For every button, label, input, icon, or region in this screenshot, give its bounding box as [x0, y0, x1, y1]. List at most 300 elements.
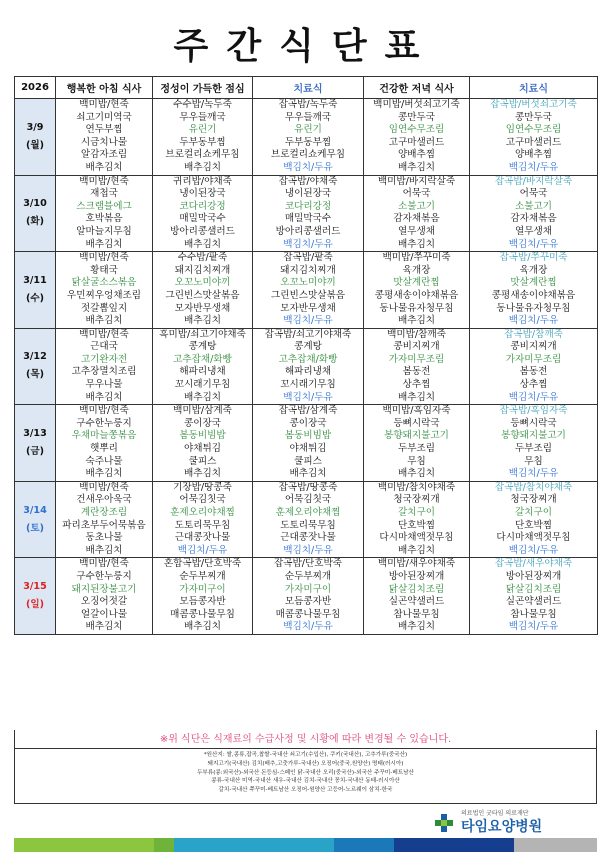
menu-item: 배추김치 — [85, 621, 123, 633]
menu-item: 냉이된장국 — [179, 188, 226, 200]
menu-item: 배추김치 — [85, 161, 123, 173]
menu-item: 무우들깨국 — [179, 111, 226, 123]
menu-item: 배추김치 — [397, 391, 436, 403]
page-title: 주간식단표 — [173, 26, 438, 67]
menu-item: 어묵김칫국 — [284, 494, 332, 506]
menu-item: 다시마채액젓무침 — [496, 532, 571, 544]
meal-cell — [253, 405, 364, 482]
meal-cell — [56, 558, 153, 635]
menu-item: 배추김치 — [85, 238, 123, 250]
menu-item: 알감자조림 — [80, 149, 128, 161]
menu-item: 고추잡채/화빵 — [278, 353, 338, 365]
menu-item: 매콤콩나물무침 — [275, 608, 341, 620]
menu-item: 백미밥/현죽 — [79, 558, 129, 570]
menu-item: 배추김치 — [85, 468, 123, 480]
day-date: 3/14 — [23, 504, 47, 516]
menu-item: 봉향돼지불고기 — [384, 430, 449, 442]
menu-item: 백미밥/새우야채죽 — [377, 558, 456, 570]
menu-item: 우민찌우엉채조림 — [66, 289, 142, 301]
menu-item: 콩비지찌개 — [393, 341, 440, 353]
menu-item: 배추김치 — [183, 161, 222, 173]
meal-cell — [364, 328, 470, 405]
color-bar-segment — [14, 838, 154, 852]
menu-item: 혼합곡밥/단호박죽 — [163, 558, 242, 570]
menu-item: 모듬콩자반 — [284, 596, 332, 608]
menu-item: 야채튀김 — [183, 443, 222, 455]
day-of-week: (금) — [25, 446, 45, 458]
color-bar-segment — [394, 838, 514, 852]
menu-item: 꼬시래기무침 — [174, 379, 231, 391]
table-header-row — [15, 77, 598, 99]
meal-cell — [364, 405, 470, 482]
menu-item: 잡곡밥/쭈꾸미죽 — [499, 252, 568, 264]
medical-cross-icon — [435, 814, 453, 832]
menu-item: 매밀막국수 — [179, 213, 226, 225]
menu-item: 배추김치 — [183, 621, 222, 633]
menu-item: 열무생채 — [397, 225, 436, 237]
menu-item: 브로컬리쇼케무침 — [270, 149, 346, 161]
day-cell — [15, 481, 56, 558]
menu-item: 백미밥/현죽 — [79, 252, 129, 264]
menu-item: 코다리강정 — [179, 200, 226, 212]
menu-item: 배추김치 — [289, 468, 327, 480]
menu-item: 배추김치 — [397, 238, 436, 250]
menu-item: 무우나물 — [85, 379, 123, 391]
menu-item: 가자미구이 — [284, 583, 332, 595]
menu-item: 상추찜 — [519, 379, 548, 391]
meal-cell — [364, 481, 470, 558]
meal-cell — [253, 481, 364, 558]
menu-item: 육개장 — [519, 264, 548, 276]
menu-item: 숙주나물 — [85, 455, 123, 467]
day-of-week: (목) — [25, 369, 45, 381]
color-bar-segment — [514, 838, 597, 852]
menu-item: 봉향돼지불고기 — [501, 430, 566, 442]
day-cell — [15, 405, 56, 482]
menu-item: 콩계탕 — [294, 341, 322, 353]
menu-item: 배추김치 — [183, 238, 222, 250]
menu-item: 청국장찌개 — [393, 494, 440, 506]
menu-item: 백김치/두유 — [283, 391, 333, 403]
menu-item: 근대국 — [90, 341, 118, 353]
menu-item: 두부동부찜 — [179, 136, 226, 148]
menu-item: 맛살계란찜 — [510, 277, 557, 289]
meal-cell — [470, 175, 598, 252]
menu-item: 햇뿌리 — [90, 443, 118, 455]
menu-item: 유린기 — [294, 124, 322, 136]
menu-item: 백미밥/버섯쇠고기죽 — [373, 99, 460, 110]
menu-item: 흑미밥/쇠고기야채죽 — [159, 328, 246, 340]
menu-item: 오꼬노미야끼 — [280, 277, 336, 289]
table-row — [15, 481, 598, 558]
menu-item: 돼지김치찌개 — [174, 264, 231, 276]
meal-cell — [56, 252, 153, 329]
meal-cell — [153, 405, 253, 482]
menu-item: 근대콩잣나물 — [174, 532, 231, 544]
menu-item: 등뼈시락국 — [510, 417, 557, 429]
menu-item: 고구마샐러드 — [388, 136, 445, 148]
menu-item: 봄동비빔밥 — [284, 430, 332, 442]
meal-cell — [153, 175, 253, 252]
origin-line: 두부류(콩:외국산)-외국산 돈등심-스페인 닭-국내산 오리(중국산)-외국산 주꾸미-베트남산 — [197, 769, 414, 776]
header-healing-dinner: 치료식 — [470, 77, 598, 99]
menu-item: 쿨피스 — [294, 455, 322, 467]
day-cell — [15, 558, 56, 635]
menu-item: 근대콩잣나물 — [280, 532, 336, 544]
menu-item: 단호박찜 — [397, 519, 436, 531]
table-row — [15, 175, 598, 252]
menu-item: 백김치/두유 — [283, 315, 333, 327]
menu-item: 배추김치 — [183, 468, 222, 480]
menu-item: 봄동비빔밥 — [179, 430, 226, 442]
meal-cell — [153, 558, 253, 635]
meal-cell — [153, 481, 253, 558]
menu-item: 콩비지찌개 — [510, 341, 557, 353]
day-date: 3/12 — [23, 351, 47, 363]
color-bar-segment — [154, 838, 174, 852]
menu-item: 시금치나물 — [80, 136, 128, 148]
menu-item: 수수밥/팥죽 — [177, 252, 228, 264]
menu-item: 호박볶음 — [85, 213, 123, 225]
day-date: 3/9 — [26, 121, 44, 133]
menu-item: 잡곡밥/흑임자죽 — [499, 405, 568, 417]
menu-item: 고구마샐러드 — [505, 136, 562, 148]
menu-item: 양배추찜 — [514, 149, 553, 161]
menu-item: 오징어젓갈 — [80, 596, 128, 608]
origin-line: 갈치-국내산 쭈꾸미-베트남산 오징어-원양산 고등어-노르웨이 삼치-한국 — [218, 787, 393, 794]
menu-item: 기장밥/땅콩죽 — [173, 481, 232, 493]
origin-line: 돼지고기(국내산) 김치(배추,고춧가루-국내산) 오징어(중국,원양산) 명태(러시아) — [207, 760, 404, 767]
menu-item: 유린기 — [188, 124, 217, 136]
menu-item: 우채마늘쫑볶음 — [71, 430, 137, 442]
menu-item: 잡곡밥/새우야채죽 — [494, 558, 573, 570]
day-date: 3/13 — [23, 428, 47, 440]
menu-item: 고추장멸치조림 — [71, 366, 137, 378]
menu-item: 콩이장국 — [289, 417, 327, 429]
menu-item: 잡곡밥/땅콩죽 — [278, 481, 338, 493]
header-healing-lunch: 치료식 — [253, 77, 364, 99]
menu-item: 잡곡밥/야채죽 — [278, 175, 338, 187]
meal-cell — [253, 558, 364, 635]
header-dinner: 건강한 저녁 식사 — [364, 77, 470, 99]
meal-cell — [470, 328, 598, 405]
menu-item: 잡곡밥/단호박죽 — [273, 558, 343, 570]
menu-item: 백김치/두유 — [283, 621, 333, 633]
menu-item: 갈치구이 — [514, 507, 553, 518]
menu-item: 배추김치 — [183, 315, 222, 327]
menu-item: 잡곡밥/팥죽 — [283, 252, 333, 264]
menu-item: 배추김치 — [85, 544, 123, 556]
menu-item: 방아된장찌개 — [388, 570, 445, 582]
menu-item: 다시마채액젓무침 — [379, 532, 454, 544]
menu-item: 백김치/두유 — [508, 544, 559, 556]
meal-cell — [470, 481, 598, 558]
meal-cell — [253, 99, 364, 176]
menu-item: 파리초부두어묵볶음 — [62, 519, 146, 531]
menu-item: 훈제오리야채찜 — [170, 507, 235, 518]
menu-item: 수수밥/녹두죽 — [173, 99, 232, 110]
menu-item: 방아리콩샐러드 — [275, 225, 341, 237]
menu-item: 모듬콩자반 — [179, 596, 226, 608]
menu-item: 청국장찌개 — [510, 494, 557, 506]
menu-item: 무침 — [407, 455, 426, 467]
hospital-name: 타임요양병원 — [461, 819, 543, 835]
foundation-name: 의료법인 굿타임 의료재단 — [461, 810, 529, 817]
meal-cell — [56, 99, 153, 176]
meal-cell — [56, 481, 153, 558]
menu-item: 잡곡밥/바지락살죽 — [494, 175, 573, 187]
day-date: 3/11 — [23, 274, 47, 286]
menu-item: 훈제오리야채찜 — [275, 507, 341, 518]
menu-item: 해파리냉채 — [284, 366, 332, 378]
menu-item: 백미밥/참깨죽 — [387, 328, 446, 340]
menu-item: 봄동전 — [519, 366, 548, 378]
menu-item: 두부조림 — [514, 443, 553, 455]
menu-item: 무침 — [524, 455, 543, 467]
menu-item: 구수한누룽지 — [76, 570, 132, 582]
menu-item: 배추김치 — [85, 315, 123, 327]
menu-item: 어묵국 — [519, 188, 548, 200]
menu-item: 브로컬리쇼케무침 — [165, 149, 240, 161]
origin-info — [14, 749, 597, 804]
menu-item: 백미밥/현죽 — [79, 481, 129, 493]
menu-item: 그린빈스맛살볶음 — [270, 289, 346, 301]
hospital-logo — [435, 808, 585, 836]
decorative-color-bar — [14, 838, 597, 852]
menu-item: 야채튀김 — [289, 443, 327, 455]
origin-line: 콩류-국내산 미역-국내산 새우-국내산 김치-국내산 꽁치-국내산 동태-러시아산 — [211, 778, 400, 785]
meal-cell — [253, 252, 364, 329]
day-cell — [15, 328, 56, 405]
menu-item: 배추김치 — [397, 544, 436, 556]
table-row — [15, 252, 598, 329]
header-lunch: 정성이 가득한 점심 — [153, 77, 253, 99]
menu-item: 육개장 — [402, 264, 431, 276]
menu-item: 동초나물 — [85, 532, 123, 544]
table-row — [15, 405, 598, 482]
menu-item: 참나물무침 — [393, 608, 440, 620]
menu-item: 매콤콩나물무침 — [170, 608, 235, 620]
day-of-week: (일) — [25, 599, 45, 611]
menu-item: 어묵김칫국 — [179, 494, 226, 506]
menu-item: 백김치/두유 — [283, 161, 333, 173]
menu-item: 봄동전 — [402, 366, 431, 378]
menu-item: 백김치/두유 — [283, 544, 333, 556]
menu-item: 임연수무조림 — [505, 124, 562, 136]
menu-item: 닭살김치조림 — [505, 583, 562, 595]
meal-cell — [153, 252, 253, 329]
meal-cell — [470, 405, 598, 482]
menu-item: 잡곡밥/삼계죽 — [278, 405, 338, 417]
menu-item: 백김치/두유 — [508, 391, 559, 403]
day-date: 3/15 — [23, 581, 47, 593]
menu-item: 잡곡밥/쇠고기야채죽 — [264, 328, 352, 340]
header-year: 2026 — [15, 77, 56, 99]
menu-item: 모자반무생채 — [280, 302, 336, 314]
menu-item: 돼지된장불고기 — [71, 583, 137, 595]
origin-line: *원산지: 쌀,콩류,잡곡,찹쌀-국내산 쇠고기(수입산), 쿠키(국내산), 고추가루(중국산) — [203, 752, 408, 758]
menu-item: 백김치/두유 — [177, 544, 228, 556]
menu-item: 젓갈뽑잎지 — [80, 302, 128, 314]
menu-item: 백미밥/바지락살죽 — [377, 175, 456, 187]
menu-item: 잡곡밥/녹두죽 — [278, 99, 338, 110]
menu-item: 무우들깨국 — [284, 111, 332, 123]
menu-item: 황태국 — [90, 264, 118, 276]
menu-item: 얼갈이나물 — [80, 608, 128, 620]
menu-item: 닭살굴소스볶음 — [71, 277, 137, 289]
menu-item: 쿨피스 — [188, 455, 217, 467]
menu-item: 배추김치 — [397, 468, 436, 480]
menu-item: 소불고기 — [514, 200, 553, 212]
menu-item: 열무생채 — [514, 225, 553, 237]
menu-item: 감자채볶음 — [510, 213, 557, 225]
menu-item: 방아된장찌개 — [505, 570, 562, 582]
menu-item: 양배추찜 — [397, 149, 436, 161]
menu-item: 두부동부찜 — [284, 136, 332, 148]
menu-item: 콩만두국 — [397, 111, 436, 123]
table-row — [15, 99, 598, 176]
menu-item: 두부조림 — [397, 443, 436, 455]
meal-cell — [56, 405, 153, 482]
menu-item: 실곤약샐러드 — [388, 596, 445, 608]
day-of-week: (수) — [25, 292, 45, 304]
menu-item: 쇠고기미역국 — [76, 111, 132, 123]
menu-item: 모자반무생채 — [174, 302, 231, 314]
menu-item: 갈치구이 — [397, 507, 436, 518]
menu-item: 참나물무침 — [510, 608, 557, 620]
menu-item: 매밀막국수 — [284, 213, 332, 225]
menu-item: 백김치/두유 — [508, 468, 559, 480]
menu-item: 백미밥/현죽 — [79, 328, 129, 340]
menu-item: 순두부찌개 — [179, 570, 226, 582]
color-bar-segment — [174, 838, 334, 852]
menu-item: 맛살계란찜 — [393, 277, 440, 289]
menu-item: 백김치/두유 — [508, 315, 559, 327]
menu-item: 단호박찜 — [514, 519, 553, 531]
menu-item: 동나물유자청무침 — [379, 302, 454, 314]
day-cell — [15, 252, 56, 329]
menu-item: 도토리묵무침 — [174, 519, 231, 531]
menu-item: 그린빈스맛살볶음 — [165, 289, 240, 301]
menu-item: 스크램블에그 — [76, 200, 132, 212]
day-cell — [15, 99, 56, 176]
menu-item: 순두부찌개 — [284, 570, 332, 582]
meal-cell — [364, 99, 470, 176]
menu-item: 꼬시래기무침 — [280, 379, 336, 391]
change-notice: ※위 식단은 식재료의 수급사정 및 시황에 따라 변경될 수 있습니다. — [14, 730, 597, 749]
meal-cell — [253, 328, 364, 405]
menu-item: 상추찜 — [402, 379, 431, 391]
menu-item: 동나물유자청무침 — [496, 302, 571, 314]
day-of-week: (화) — [25, 216, 45, 228]
header-breakfast: 행복한 아침 식사 — [56, 77, 153, 99]
menu-item: 백김치/두유 — [508, 621, 559, 633]
meal-cell — [153, 328, 253, 405]
meal-cell — [56, 175, 153, 252]
menu-item: 소불고기 — [397, 200, 436, 212]
menu-item: 백미밥/흑임자죽 — [382, 405, 451, 417]
menu-item: 재첩국 — [90, 188, 118, 200]
meal-cell — [253, 175, 364, 252]
menu-item: 백미밥/현죽 — [79, 99, 129, 110]
menu-item: 고기완자전 — [80, 353, 128, 365]
menu-item: 코다리강정 — [284, 200, 332, 212]
menu-item: 냉이된장국 — [284, 188, 332, 200]
table-row — [15, 558, 598, 635]
menu-item: 계란장조림 — [80, 507, 128, 518]
menu-item: 방아리콩샐러드 — [170, 225, 235, 237]
day-of-week: (월) — [25, 139, 45, 151]
day-of-week: (토) — [25, 522, 45, 534]
menu-item: 백미밥/삼계죽 — [173, 405, 232, 417]
menu-item: 백김치/두유 — [283, 238, 333, 250]
table-row — [15, 328, 598, 405]
menu-item: 배추김치 — [397, 161, 436, 173]
menu-item: 배추김치 — [397, 621, 436, 633]
menu-item: 구수한누룽지 — [76, 417, 132, 429]
menu-item: 도토리묵무침 — [280, 519, 336, 531]
menu-item: 잡곡밥/참치야채죽 — [494, 481, 573, 493]
meal-cell — [364, 558, 470, 635]
meal-cell — [470, 252, 598, 329]
menu-item: 고추잡채/화빵 — [173, 353, 232, 365]
menu-item: 연두부찜 — [85, 124, 123, 136]
menu-item: 어묵국 — [402, 188, 431, 200]
menu-item: 잡곡밥/참깨죽 — [504, 328, 563, 340]
menu-item: 귀리밥/야채죽 — [173, 175, 232, 187]
menu-item: 백미밥/현죽 — [79, 405, 129, 417]
menu-item: 감자채볶음 — [393, 213, 440, 225]
menu-item: 백김치/두유 — [508, 161, 559, 173]
meal-cell — [470, 99, 598, 176]
menu-item: 백미밥/쭈꾸미죽 — [382, 252, 451, 264]
menu-item: 가자미무조림 — [505, 353, 562, 365]
menu-item: 콩이장국 — [183, 417, 222, 429]
weekly-menu-table — [14, 76, 598, 635]
menu-item: 알마늘지무침 — [76, 225, 132, 237]
menu-item: 임연수무조림 — [388, 124, 445, 136]
menu-item: 백김치/두유 — [508, 238, 559, 250]
menu-item: 백미밥/참치야채죽 — [377, 481, 456, 493]
menu-item: 콩평새송이야채볶음 — [374, 289, 459, 301]
color-bar-segment — [334, 838, 394, 852]
menu-item: 등뼈시락국 — [393, 417, 440, 429]
meal-cell — [56, 328, 153, 405]
meal-cell — [153, 99, 253, 176]
menu-item: 배추김치 — [85, 391, 123, 403]
menu-item: 가자미구이 — [179, 583, 226, 595]
menu-item: 잡곡밥/버섯쇠고기죽 — [490, 99, 577, 110]
menu-item: 건새우아욱국 — [76, 494, 132, 506]
menu-item: 닭살김치조림 — [388, 583, 445, 595]
day-date: 3/10 — [23, 198, 47, 210]
menu-item: 배추김치 — [183, 391, 222, 403]
menu-item: 콩만두국 — [514, 111, 553, 123]
menu-item: 백미밥/현죽 — [79, 175, 129, 187]
menu-item: 콩평새송이야채볶음 — [491, 289, 576, 301]
meal-cell — [364, 252, 470, 329]
meal-cell — [364, 175, 470, 252]
menu-item: 오꼬노미야끼 — [174, 277, 231, 289]
menu-item: 돼지김치찌개 — [280, 264, 336, 276]
menu-item: 가자미무조림 — [388, 353, 445, 365]
menu-item: 해파리냉채 — [179, 366, 226, 378]
menu-item: 배추김치 — [397, 315, 436, 327]
meal-cell — [470, 558, 598, 635]
menu-item: 콩계탕 — [188, 341, 217, 353]
day-cell — [15, 175, 56, 252]
menu-item: 실곤약샐러드 — [505, 596, 562, 608]
